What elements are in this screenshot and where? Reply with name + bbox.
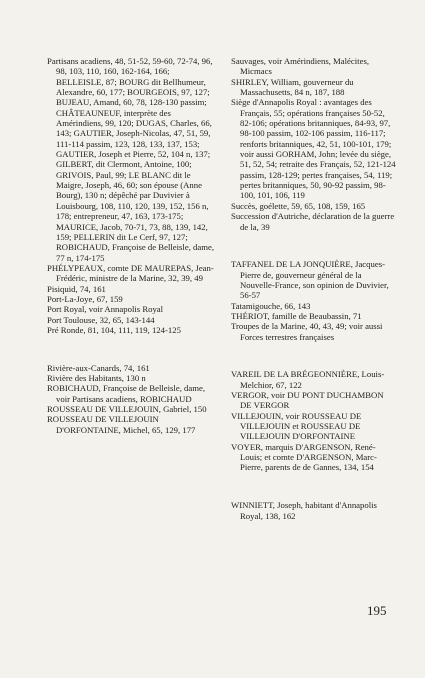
- index-entry: Rivière-aux-Canards, 74, 161: [47, 362, 150, 373]
- section-gap: [231, 241, 397, 251]
- section-gap: [47, 344, 215, 354]
- index-entry: Succès, goélette, 59, 65, 108, 159, 165: [231, 200, 366, 211]
- index-entry: Rivière des Habitants, 130 n: [47, 373, 146, 383]
- index-entry: VERGOR, voir DU PONT DUCHAMBON DE VERGOR: [231, 390, 384, 411]
- index-entry: Troupes de la Marine, 40, 43, 49; voir aussi Forces terrestres françaises: [231, 321, 383, 342]
- index-entry: Partisans acadiens, 48, 51-52, 59-60, 72-74, 96, 98, 103, 110, 160, 162-164, 166; BELLEISLE, 87; BOURG dit Bellhumeur, Alexandre, 60, 177; BOURGEOIS, 97, 127; BUJEAU, Amand, 60, 78, 128-130 passim; CHÂTEAUNEUF, interprète des Amérindiens, 99, 120; DUGAS, Charles, 66, 143; GAUTIER, Joseph-Nicolas, 47, 51, 59, 111-114 passim, 123, 128, 133, 137, 153; GAUTIER, Joseph et Pierre, 52, 104 n, 137; GILBERT, dit Clermont, Antoine, 100; GRIVOIS, Paul, 99; LE BLANC dit le Maigre, Joseph, 46, 60; son épouse (Anne Bourg), 130 n; dépêché par Duvivier à Louisbourg, 108, 110, 120, 139, 152, 156 n, 178; entrepreneur, 47, 163, 173-175; MAURICE, Jacob, 70-71, 73, 88, 139, 142, 159; PELLERIN dit Le Cerf, 97, 127; ROBICHAUD, Françoise de Belleisle, dame, 77 n, 174-175: [47, 56, 215, 263]
- index-column-right: [231, 56, 397, 521]
- index-entry: Sauvages, voir Amérindiens, Malécites, Micmacs: [231, 56, 370, 77]
- index-entry: VAREIL DE LA BRÉGEONNIÈRE, Louis-Melchior, 67, 122: [231, 369, 385, 390]
- index-entry: Port Toulouse, 32, 65, 143-144: [47, 314, 155, 325]
- index-entry: Pré Ronde, 81, 104, 111, 119, 124-125: [47, 324, 181, 335]
- index-entry: ROBICHAUD, Françoise de Belleisle, dame, voir Partisans acadiens, ROBICHAUD: [47, 383, 206, 404]
- index-entry: ROUSSEAU DE VILLEJOUIN, Gabriel, 150: [47, 404, 207, 415]
- index-entry: Tatamigouche, 66, 143: [231, 300, 311, 311]
- index-entry: Pisiquid, 74, 161: [47, 283, 106, 294]
- index-entry: WINNIETT, Joseph, habitant d'Annapolis Royal, 138, 162: [231, 500, 377, 521]
- index-entry: SHIRLEY, William, gouverneur du Massachusetts, 84 n, 187, 188: [231, 76, 354, 98]
- section-gap: [231, 481, 397, 491]
- index-entry: THÉRIOT, famille de Beaubassin, 71: [231, 310, 362, 321]
- index-entry: Port-La-Joye, 67, 159: [47, 293, 123, 304]
- index-entry: Siège d'Annapolis Royal : avantages des Français, 55; opérations françaises 50-52, 82-106; opérations britanniques, 84-93, 97, 98-100 passim, 102-106 passim, 116-117; renforts britanniques, 42, 51, 100-101, 179; voir aussi GORHAM, John; levée du siège, 51, 52, 54; retraite des Français, 52, 121-124 passim, 128-129; pertes françaises, 54, 119; pertes britanniques, 50, 90-92 passim, 98-100, 101, 106, 119: [231, 97, 396, 201]
- section-gap: [231, 351, 397, 361]
- index-entry: ROUSSEAU DE VILLEJOUIN D'ORFONTAINE, Michel, 65, 129, 177: [47, 414, 196, 435]
- index-entry: VOYER, marquis D'ARGENSON, René-Louis; et comte D'ARGENSON, Marc-Pierre, parents de de Gannes, 134, 154: [231, 441, 377, 473]
- index-column-left: [47, 56, 215, 435]
- page-number: 195: [367, 603, 387, 618]
- index-entry: Succession d'Autriche, déclaration de la guerre de la, 39: [231, 211, 395, 232]
- index-entry: VILLEJOUIN, voir ROUSSEAU DE VILLEJOUIN et ROUSSEAU DE VILLEJOUIN D'ORFONTAINE: [231, 410, 362, 442]
- index-entry: PHÉLYPEAUX, comte DE MAUREPAS, Jean-Frédéric, ministre de la Marine, 32, 39, 49: [47, 262, 214, 284]
- index-entry: Port Royal, voir Annapolis Royal: [47, 304, 164, 315]
- index-entry: TAFFANEL DE LA JONQUIÈRE, Jacques-Pierre de, gouverneur général de la Nouvelle-France, son opinion de Duvivier, 56-57: [231, 259, 389, 301]
